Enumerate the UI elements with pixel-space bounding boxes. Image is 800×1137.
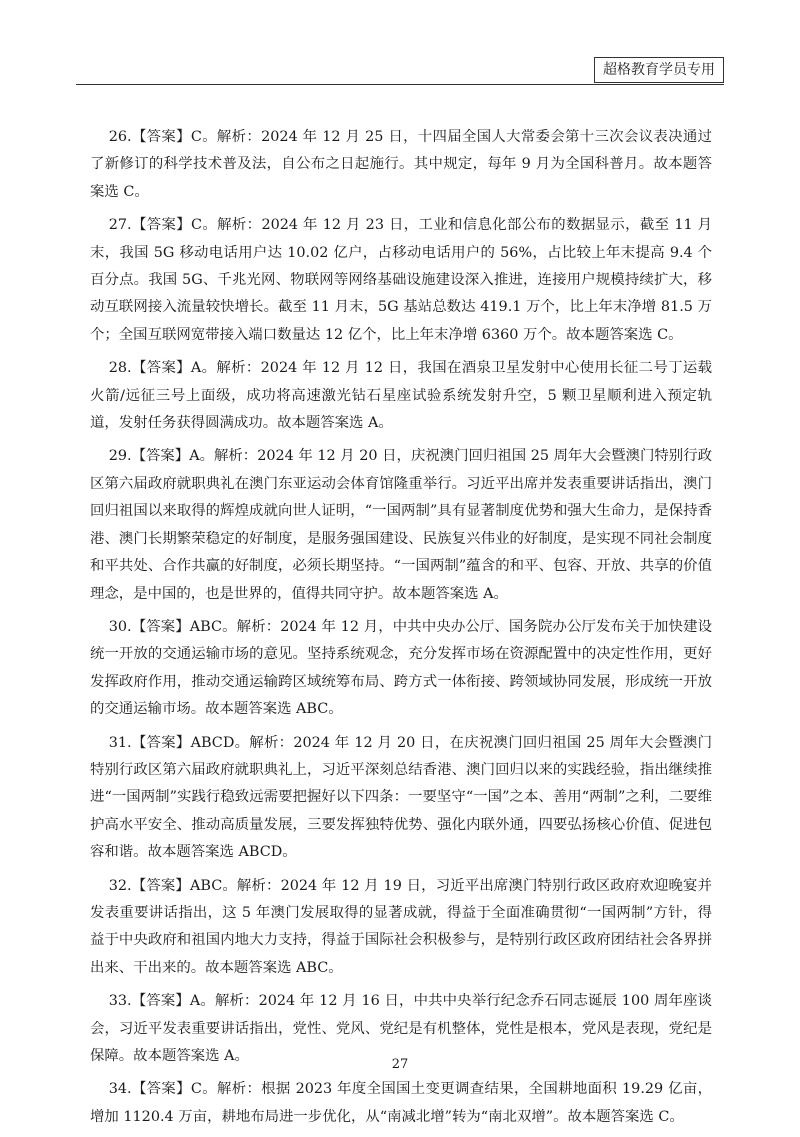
answer-item-26: 26.【答案】C。解析：2024 年 12 月 25 日，十四届全国人大常委会第十三次会议表决通过了新修订的科学技术普及法，自公布之日起施行。其中规定，每年 9 月为全国科普月。故本题答案选 C。	[90, 129, 712, 200]
header-label: 超格教育学员专用	[594, 57, 724, 83]
page-number: 27	[391, 1057, 409, 1072]
answer-item-27: 27.【答案】C。解析：2024 年 12 月 23 日，工业和信息化部公布的数据显示，截至 11 月末，我国 5G 移动电话用户达 10.02 亿户，占移动电话用户的 56%，占比较上年末提高 9.4 个百分点。我国 5G、千兆光网、物联网等网络基础设施建设深入推进，连接用户规模持续扩大，移动互联网接入流量较快增长。截至 11 月末，5G 基站总数达 419.1 万个，比上年末净增 81.5 万个；全国互联网宽带接入端口数量达 12 亿个，比上年末净增 6360 万个。故本题答案选 C。	[90, 217, 712, 343]
answer-item-30: 30.【答案】ABC。解析：2024 年 12 月，中共中央办公厅、国务院办公厅发布关于加快建设统一开放的交通运输市场的意见。坚持系统观念，充分发挥市场在资源配置中的决定性作用，更好发挥政府作用，推动交通运输跨区域统筹布局、跨方式一体衔接、跨领域协同发展，形成统一开放的交通运输市场。故本题答案选 ABC。	[90, 618, 712, 718]
answer-item-28: 28.【答案】A。解析：2024 年 12 月 12 日，我国在酒泉卫星发射中心使用长征二号丁运载火箭/远征三号上面级，成功将高速激光钻石星座试验系统发射升空，5 颗卫星顺利进入预定轨道，发射任务获得圆满成功。故本题答案选 A。	[90, 360, 712, 432]
answer-item-33: 33.【答案】A。解析：2024 年 12 月 16 日，中共中央举行纪念乔石同志诞辰 100 周年座谈会，习近平发表重要讲话指出，党性、党风、党纪是有机整体，党性是根本，党风是表现，党纪是保障。故本题答案选 A。	[90, 993, 712, 1064]
header-rule	[76, 84, 724, 85]
answer-item-32: 32.【答案】ABC。解析：2024 年 12 月 19 日，习近平出席澳门特别行政区政府欢迎晚宴并发表重要讲话指出，这 5 年澳门发展取得的显著成就，得益于全面准确贯彻“一国两制”方针，得益于中央政府和祖国内地大力支持，得益于国际社会积极参与，是特别行政区政府团结社会各界拼出来、干出来的。故本题答案选 ABC。	[90, 877, 712, 976]
answer-item-29: 29.【答案】A。解析：2024 年 12 月 20 日，庆祝澳门回归祖国 25 周年大会暨澳门特别行政区第六届政府就职典礼在澳门东亚运动会体育馆隆重举行。习近平出席并发表重要讲话指出，澳门回归祖国以来取得的辉煌成就向世人证明，“一国两制”具有显著制度优势和强大生命力，是保持香港、澳门长期繁荣稳定的好制度，是服务强国建设、民族复兴伟业的好制度，是实现不同社会制度和平共处、合作共赢的好制度，必须长期坚持。“一国两制”蕴含的和平、包容、开放、共享的价值理念，是中国的，也是世界的，值得共同守护。故本题答案选 A。	[90, 448, 712, 602]
answer-item-34: 34.【答案】C。解析：根据 2023 年度全国国土变更调查结果，全国耕地面积 19.29 亿亩，增加 1120.4 万亩，耕地布局进一步优化，从“南减北增”转为“南北双增”。故本题答案选 C。	[90, 1081, 712, 1125]
answer-list	[90, 124, 712, 1137]
answer-item-31: 31.【答案】ABCD。解析：2024 年 12 月 20 日，在庆祝澳门回归祖国 25 周年大会暨澳门特别行政区第六届政府就职典礼上，习近平深刻总结香港、澳门回归以来的实践经验，指出继续推进“一国两制”实践行稳致远需要把握好以下四条：一要坚守“一国”之本、善用“两制”之利，二要维护高水平安全、推动高质量发展，三要发挥独特优势、强化内联外通，四要弘扬核心价值、促进包容和谐。故本题答案选 ABCD。	[90, 734, 712, 861]
